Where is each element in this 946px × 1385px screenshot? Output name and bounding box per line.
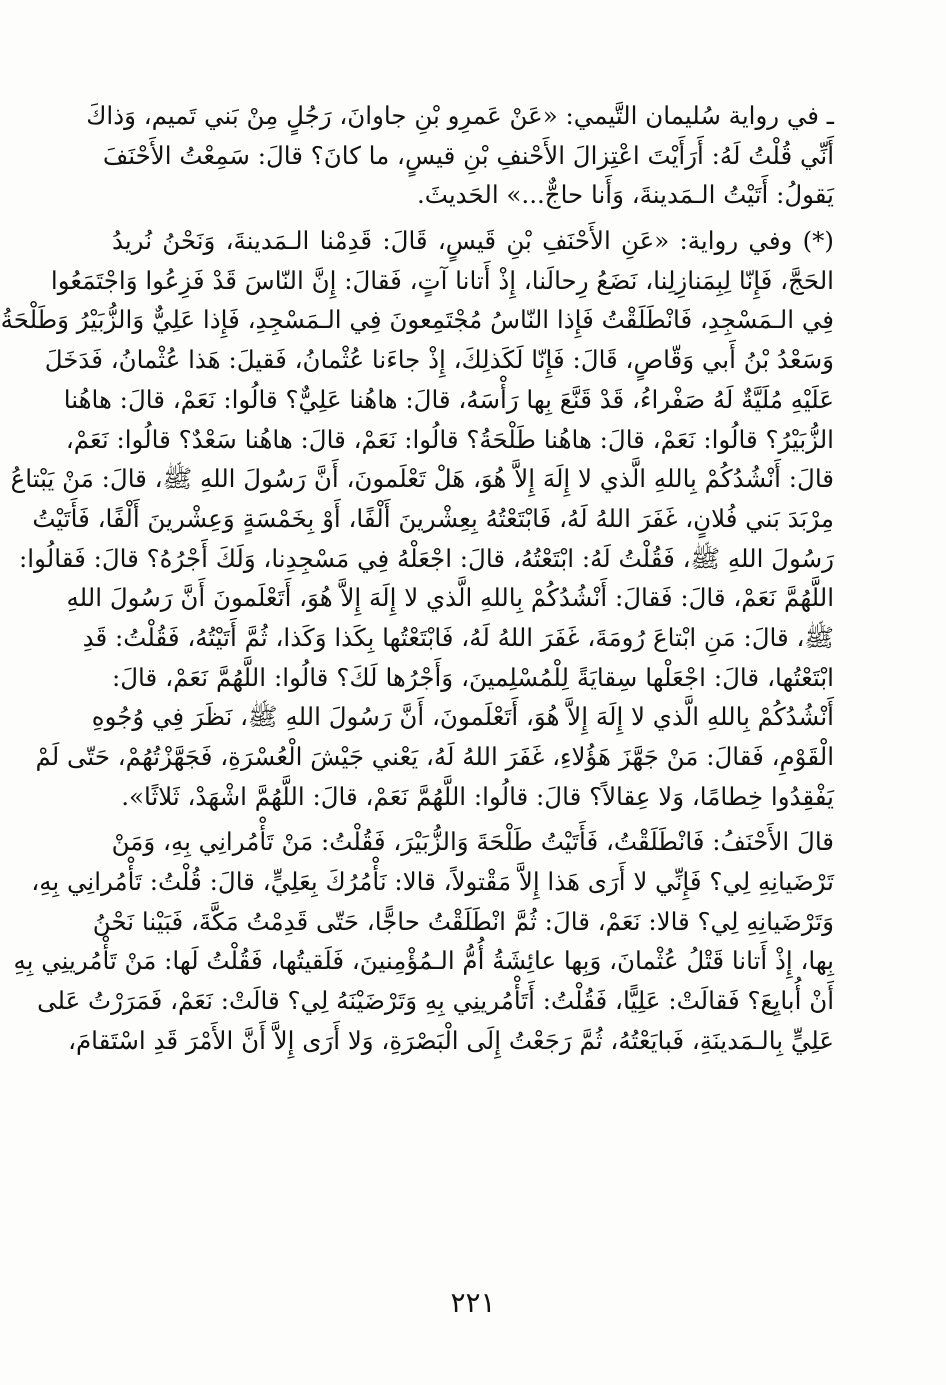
text-line: الحَجَّ، فَإِنّا لِبِمَنازِلِنا، نَضَعُ رِحالَنا، إِذْ أَتانا آتٍ، فَقالَ: إِنَّ النّاسَ قَدْ فَزِعُوا وَاجْتَمَعُوا	[50, 265, 834, 295]
text-line: رَسُولَ اللهِ ﷺ، فَقُلْتُ لَهُ: ابْتَعْتُهُ، قالَ: اجْعَلْهُ فِي مَسْجِدِنا، وَلَكَ أَجْرُهُ؟ قالَ: فَقالُوا:	[19, 543, 834, 573]
text-line: (*) وفي رواية: «عَنِ الأَحْنَفِ بْنِ قَيسٍ، قَالَ: قَدِمْنا الـمَدينةَ، وَنَحْنُ نُريدُ	[112, 226, 834, 256]
text-line: اللَّهُمَّ نَعَمْ، قالَ: فَقالَ: أَنْشُدُكُمْ بِاللهِ الَّذي لا إِلَهَ إِلاَّ هُوَ، أَتَعْلَمونَ أَنَّ رَسُولَ اللهِ	[66, 583, 834, 613]
paragraph-ahnaf-narration	[0, 221, 834, 816]
text-line: يَقولُ: أَتَيْتُ الـمَدينةَ، وَأَنا حاجٌّ...» الحَديثَ.	[417, 180, 834, 210]
text-line: أَنِّي قُلْتُ لَهُ: أَرَأَيْتَ اعْتِزالَ الأَحْنفِ بْنِ قيسٍ، ما كانَ؟ قالَ: سَمِعْتُ الأَحْنَفَ	[102, 140, 834, 170]
text-line: الْقَوْمِ، فَقالَ: مَنْ جَهَّزَ هَؤُلاءِ، غَفَرَ اللهُ لَهُ، يَعْني جَيْشَ الْعُسْرَةِ، فَجَهَّزْتُهُمْ، حَتّى لَمْ	[35, 742, 834, 771]
paragraph-ahnaf-account	[13, 822, 834, 1060]
text-line: بِها، إِذْ أَتانا قَتْلُ عُثْمانَ، وَبِها عائِشَةُ أُمُّ الـمُؤْمِنينَ، فَلَقيتُها، فَقُلْتُ لَها: مَنْ تَأْمُرينِي بِهِ	[13, 946, 834, 976]
text-line: أَنْشُدُكُمْ بِاللهِ الَّذي لا إِلَهَ إِلاَّ هُوَ، أَتَعْلَمونَ، أَنَّ رَسُولَ اللهِ ﷺ، نَظَرَ فِي وُجُوهِ	[91, 702, 834, 732]
text-line: أَنْ أُبايِعَ؟ فَقالَتْ: عَلِيًّا، فَقُلْتُ: أَتَأْمُرينِي بِهِ وَتَرْضَيْنَهُ لِي؟ قالَتْ: نَعَمْ، فَمَرَرْتُ عَلى	[37, 986, 834, 1016]
text-line: عَلِيٍّ بِالـمَدينَةِ، فَبايَعْتُهُ، ثُمَّ رَجَعْتُ إِلَى الْبَصْرَةِ، وَلا أَرَى إِلاَّ أَنَّ الأَمْرَ قَدِ اسْتَقامَ،	[68, 1025, 834, 1055]
text-line: ﷺ، قالَ: مَنِ ابْتاعَ رُومَةَ، غَفَرَ اللهُ لَهُ، فَابْتَعْتُها بِكَذا وَكَذا، ثُمَّ أَتَيْتُهُ، فَقُلْتُ: قَدِ	[82, 622, 834, 652]
text-line: فِي الـمَسْجِدِ، فَانْطَلَقْتُ فَإِذا النّاسُ مُجْتَمِعونَ فِي الـمَسْجِدِ، فَإِذا عَلِيٌّ وَالزُّبَيْرُ وَطَلْحَةُ	[0, 305, 834, 335]
text-line: عَلَيْهِ مُلَيَّةٌ لَهُ صَفْراءُ، قَدْ قَنَّعَ بِها رَأْسَهُ، قالَ: هاهُنا عَلِيٌّ؟ قالُوا: نَعَمْ، قالَ: هاهُنا	[63, 384, 834, 414]
text-line: الزُّبَيْرُ؟ قالُوا: نَعَمْ، قالَ: هاهُنا طَلْحَةُ؟ قالُوا: نَعَمْ، قالَ: هاهُنا سَعْدٌ؟ قالُوا: نَعَمْ،	[65, 424, 834, 454]
text-line: تَرْضَيانِهِ لِي؟ فَإِنِّي لا أَرَى هَذا إِلاَّ مَقْتولاً، قالا: نَأْمُرُكَ بِعَلِيٍّ، قالَ: قُلْتُ: تَأْمُرانِي بِهِ،	[31, 867, 834, 897]
text-line: مِرْبَدَ بَني فُلانٍ، غَفَرَ اللهُ لَهُ، فَابْتَعْتُهُ بِعِشْرينَ أَلْفًا، أَوْ بِخَمْسَةٍ وَعِشْرينَ أَلْفًا، فَأَتَيْتُ	[32, 503, 834, 533]
text-line: يَفْقِدُوا خِطامًا، وَلا عِقالاً؟ قالَ: قالُوا: اللَّهُمَّ نَعَمْ، قالَ: اللَّهُمَّ اشْهَدْ، ثَلاثًا».	[121, 781, 834, 811]
paragraph-sulayman-narration	[86, 96, 834, 215]
page-number: ٢٢١	[450, 1286, 496, 1319]
text-line: وَسَعْدُ بْنُ أَبي وَقّاصٍ، قَالَ: فَإِنّا لَكَذلِكَ، إِذْ جاءَنا عُثْمانُ، فَقيلَ: هَذا عُثْمانُ، فَدَخَلَ	[44, 345, 834, 375]
text-line: ابْتَعْتُها، قالَ: اجْعَلْها سِقايَةً لِلْمُسْلِمينَ، وَأَجْرُها لَكَ؟ قالُوا: اللَّهُمَّ نَعَمْ، قالَ:	[112, 662, 834, 692]
text-line: وَتَرْضَيانِهِ لِي؟ قالا: نَعَمْ، قالَ: ثُمَّ انْطَلَقْتُ حاجًّا، حَتّى قَدِمْتُ مَكَّةَ، فَبَيْنا نَحْنُ	[92, 906, 834, 936]
text-line: ـ في رواية سُليمان التَّيمي: «عَنْ عَمرِو بْنِ جاوانَ، رَجُلٍ مِنْ بَني تَميم، وَذاكَ	[86, 101, 834, 130]
text-line: قالَ الأَحْنَفُ: فَانْطَلَقْتُ، فَأَتَيْتُ طَلْحَةَ وَالزُّبَيْرَ، فَقُلْتُ: مَنْ تَأْمُرانِي بِهِ، وَمَنْ	[111, 827, 834, 857]
text-line: قالَ: أَنْشُدُكُمْ بِاللهِ الَّذي لا إِلَهَ إِلاَّ هُوَ، هَلْ تَعْلَمونَ، أَنَّ رَسُولَ اللهِ ﷺ، قالَ: مَنْ يَبْتاعُ	[10, 464, 834, 494]
body-text	[0, 96, 834, 1061]
